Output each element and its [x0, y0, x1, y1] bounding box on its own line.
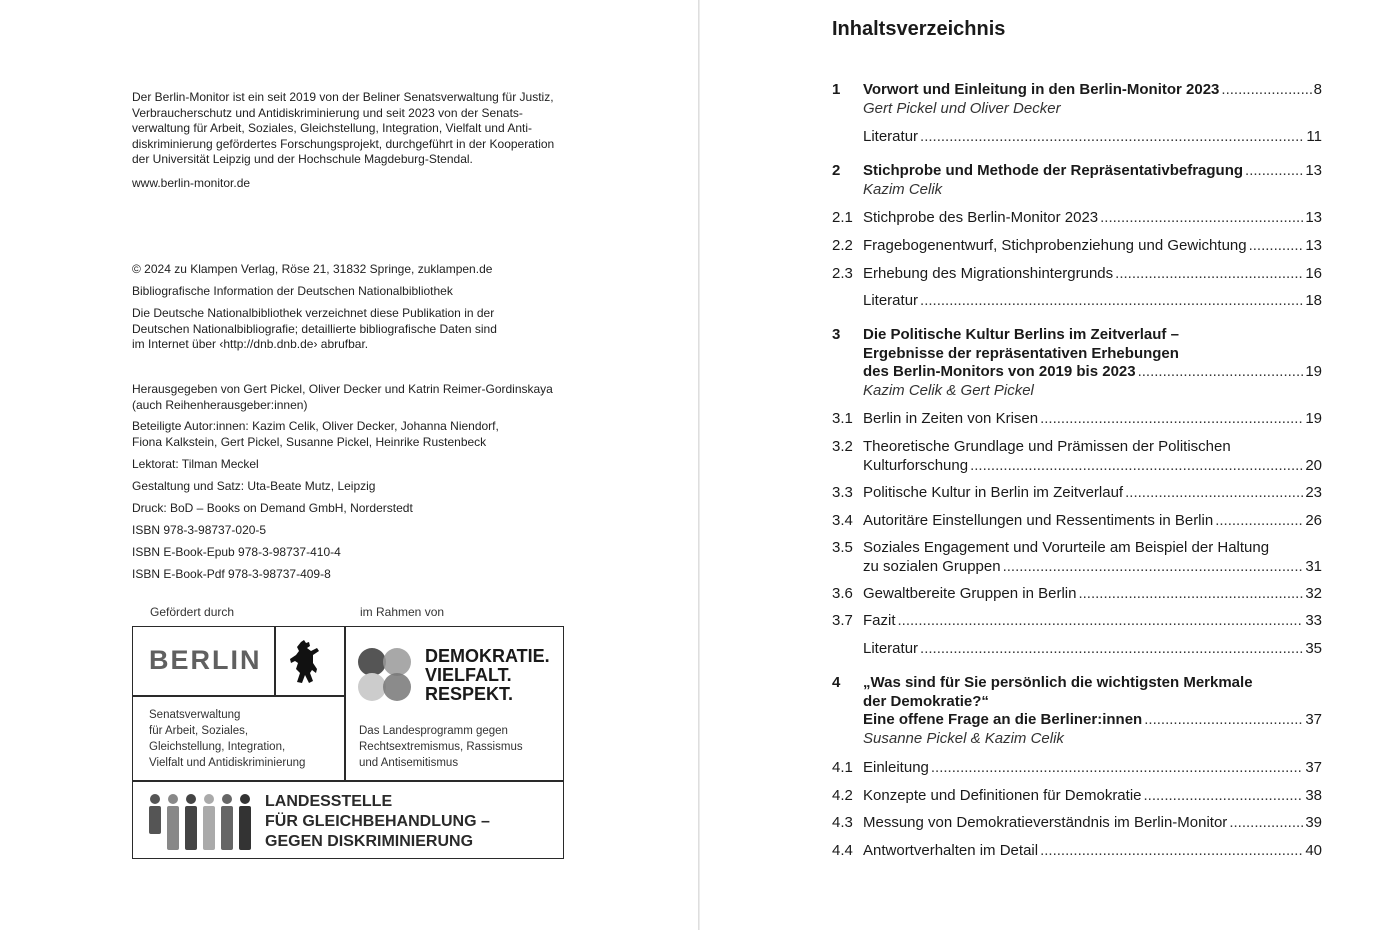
editors: [132, 382, 572, 413]
lgb-figures-icon: [147, 792, 253, 852]
toc-entry[interactable]: [832, 438, 1322, 475]
senate-department-text: Senatsverwaltung für Arbeit, Soziales, Gleichstellung, Integration, Vielfalt und Antidiskriminierung: [149, 709, 306, 769]
toc-entry[interactable]: [832, 585, 1322, 604]
intro-line: der Universität Leipzig und der Hochschule Magdeburg-Stendal.: [132, 152, 473, 166]
toc-number: 3.5: [832, 539, 853, 556]
toc-entry-title: Literatur: [863, 292, 919, 309]
editors-line: Herausgegeben von Gert Pickel, Oliver Decker und Katrin Reimer-Gordinskaya: [132, 382, 553, 396]
toc-number: 4: [832, 674, 841, 691]
toc-number: 4.3: [832, 814, 853, 831]
intro-line: verwaltung für Arbeit, Soziales, Gleichstellung, Integration, Vielfalt und Anti-: [132, 121, 533, 135]
toc-page-number: 13: [1305, 237, 1322, 254]
toc-page-number: 19: [1305, 410, 1322, 427]
toc-entry-title-line: Ergebnisse der repräsentativen Erhebungen: [863, 344, 1179, 362]
toc-chapter[interactable]: [832, 81, 1322, 118]
landesprogramm-text: Das Landesprogramm gegen Rechtsextremismus, Rassismus und Antisemitismus: [359, 725, 523, 769]
toc-number: 2.2: [832, 237, 853, 254]
framework-label: im Rahmen von: [360, 605, 445, 619]
toc-entry-title: Erhebung des Migrationshintergrunds: [863, 265, 1114, 282]
toc-chapter[interactable]: [832, 674, 1322, 748]
toc-page-number: 32: [1305, 585, 1322, 602]
gestaltung: Gestaltung und Satz: Uta-Beate Mutz, Leipzig: [132, 478, 376, 493]
toc-entry-title: Politische Kultur in Berlin im Zeitverlauf: [863, 484, 1124, 501]
dvr-logo-text: DEMOKRATIE. VIELFALT. RESPEKT.: [425, 646, 550, 704]
toc-entry[interactable]: [832, 612, 1322, 631]
toc-page-number: 18: [1305, 292, 1322, 309]
toc-entry-title: Kulturforschung: [863, 456, 969, 474]
toc-page-number: 26: [1305, 512, 1322, 529]
toc-chapter[interactable]: [832, 162, 1322, 199]
toc-number: 3.4: [832, 512, 853, 529]
toc-entry[interactable]: [832, 128, 1322, 147]
toc-chapter[interactable]: [832, 326, 1322, 400]
toc-authors: Susanne Pickel & Kazim Celik: [863, 729, 1064, 747]
right-page-toc: [700, 0, 1400, 930]
toc-entry[interactable]: [832, 759, 1322, 778]
toc-entry[interactable]: [832, 787, 1322, 806]
toc-page-number: 40: [1305, 842, 1322, 859]
toc-number: 4.1: [832, 759, 853, 776]
toc-number: 3.3: [832, 484, 853, 501]
toc-entry-title: Antwortverhalten im Detail: [863, 842, 1039, 859]
toc-page-number: 8: [1313, 81, 1322, 98]
toc-authors: Gert Pickel und Oliver Decker: [863, 99, 1061, 117]
toc-entry-title-line: Die Politische Kultur Berlins im Zeitverlauf –: [863, 326, 1179, 343]
toc-page-number: 13: [1305, 209, 1322, 226]
toc-number: 3.7: [832, 612, 853, 629]
toc-authors: Kazim Celik: [863, 180, 943, 198]
divider: [274, 627, 276, 696]
bib-line: im Internet über ‹http://dnb.dnb.de› abrufbar.: [132, 337, 369, 351]
toc-page-number: 19: [1305, 363, 1322, 380]
toc-entry-title: Vorwort und Einleitung in den Berlin-Monitor 2023: [863, 81, 1220, 98]
toc-number: 3: [832, 326, 841, 343]
toc-page-number: 11: [1306, 128, 1322, 145]
toc-entry-title: Eine offene Frage an die Berliner:innen: [863, 711, 1143, 728]
left-page-imprint: [0, 0, 698, 930]
bibliographic-text: [132, 306, 572, 353]
toc-entry-title: Stichprobe des Berlin-Monitor 2023: [863, 209, 1099, 226]
toc-entry-title: Fazit: [863, 612, 896, 629]
toc-entry[interactable]: [832, 265, 1322, 284]
toc-entry[interactable]: [832, 512, 1322, 531]
website-url: www.berlin-monitor.de: [132, 176, 251, 190]
toc-entry-title-line: „Was sind für Sie persönlich die wichtigsten Merkmale: [863, 674, 1253, 691]
toc-entry[interactable]: [832, 842, 1322, 861]
divider: [133, 780, 563, 782]
bib-line: Die Deutsche Nationalbibliothek verzeichnet diese Publikation in der: [132, 306, 495, 320]
toc-entry-title: Stichprobe und Methode der Repräsentativbefragung: [863, 162, 1244, 179]
toc-number: 3.2: [832, 438, 853, 455]
contributors: Beteiligte Autor:innen: Kazim Celik, Oliver Decker, Johanna Niendorf, Fiona Kalkstein, Gert Pickel, Susanne Pickel, Heinrike Rustenbeck: [132, 419, 499, 449]
toc-entry[interactable]: [832, 237, 1322, 256]
copyright-line: © 2024 zu Klampen Verlag, Röse 21, 31832 Springe, zuklampen.de: [132, 262, 493, 276]
intro-line: diskriminierung gefördertes Forschungsprojekt, durchgeführt in der Kooperation: [132, 136, 555, 151]
toc-page-number: 39: [1305, 814, 1322, 831]
toc-entry-title: zu sozialen Gruppen: [863, 557, 1001, 575]
toc-entry-title: Literatur: [863, 640, 919, 657]
intro-line: Der Berlin-Monitor ist ein seit 2019 von der Beliner Senatsverwaltung für Justiz,: [132, 90, 554, 104]
toc-number: 3.6: [832, 585, 853, 602]
toc-number: 1: [832, 81, 841, 98]
toc-entry-title: des Berlin-Monitors von 2019 bis 2023: [863, 363, 1136, 380]
isbn-print: ISBN 978-3-98737-020-5: [132, 522, 267, 537]
toc-number: 4.4: [832, 842, 853, 859]
bib-line: Deutschen Nationalbibliografie; detaillierte bibliografische Daten sind: [132, 321, 497, 336]
bibliographic-heading: Bibliografische Information der Deutschen Nationalbibliothek: [132, 284, 453, 298]
toc-entry-title: Fragebogenentwurf, Stichprobenziehung und Gewichtung: [863, 237, 1247, 254]
toc-entry[interactable]: [832, 814, 1322, 833]
berlin-bear-icon: [289, 639, 321, 685]
toc-authors: Kazim Celik & Gert Pickel: [863, 381, 1034, 399]
druck: Druck: BoD – Books on Demand GmbH, Norderstedt: [132, 500, 413, 515]
toc-entry-title: Autoritäre Einstellungen und Ressentiments in Berlin: [863, 512, 1214, 529]
toc-entry[interactable]: [832, 410, 1322, 429]
toc-entry-title: Messung von Demokratieverständnis im Berlin-Monitor: [863, 814, 1228, 831]
funded-by-label: Gefördert durch: [150, 605, 235, 619]
toc-entry-title: Einleitung: [863, 759, 929, 776]
credits-list: [132, 419, 572, 589]
toc-entry-title: Konzepte und Definitionen für Demokratie: [863, 787, 1142, 804]
sponsor-logos: [132, 626, 564, 859]
toc-entry[interactable]: [832, 292, 1322, 311]
toc-number: 3.1: [832, 410, 853, 427]
isbn-epub: ISBN E-Book-Epub 978-3-98737-410-4: [132, 544, 341, 559]
toc-number: 4.2: [832, 787, 853, 804]
toc-entry[interactable]: [832, 484, 1322, 503]
toc-page-number: 38: [1305, 787, 1322, 804]
toc-page-number: 31: [1305, 557, 1322, 575]
isbn-pdf: ISBN E-Book-Pdf 978-3-98737-409-8: [132, 566, 331, 581]
divider: [344, 627, 346, 781]
toc-page-number: 33: [1305, 612, 1322, 629]
toc-number: 2: [832, 162, 841, 179]
toc-page-number: 20: [1305, 456, 1322, 474]
lgb-logo-text: LANDESSTELLE FÜR GLEICHBEHANDLUNG – GEGEN DISKRIMINIERUNG: [265, 793, 490, 850]
lektorat: Lektorat: Tilman Meckel: [132, 456, 259, 471]
project-description: [132, 90, 572, 168]
toc-entry[interactable]: [832, 539, 1322, 576]
berlin-logo: BERLIN: [149, 645, 262, 675]
toc-page-number: 16: [1305, 265, 1322, 282]
toc-entry-title: Gewaltbereite Gruppen in Berlin: [863, 585, 1077, 602]
toc-title: Inhaltsverzeichnis: [832, 18, 1006, 40]
toc-entry-title-line: Soziales Engagement und Vorurteile am Beispiel der Haltung: [863, 539, 1270, 556]
toc-entry-title: Literatur: [863, 128, 919, 145]
toc-entry[interactable]: [832, 640, 1322, 659]
toc-entry[interactable]: [832, 209, 1322, 228]
toc-page-number: 23: [1305, 484, 1322, 501]
toc-page-number: 35: [1305, 640, 1322, 657]
dvr-circles-icon: [357, 647, 417, 707]
intro-line: Verbraucherschutz und Antidiskriminierung und seit 2023 von der Senats-: [132, 105, 523, 120]
toc-page-number: 37: [1305, 711, 1322, 728]
toc-page-number: 37: [1305, 759, 1322, 776]
editors-line: (auch Reihenherausgeber:innen): [132, 397, 308, 412]
toc-entry-title-line: der Demokratie?“: [863, 692, 989, 710]
toc-page-number: 13: [1305, 162, 1322, 179]
toc-entry-title-line: Theoretische Grundlage und Prämissen der Politischen: [863, 438, 1231, 455]
toc-number: 2.3: [832, 265, 853, 282]
toc-number: 2.1: [832, 209, 853, 226]
toc-entry-title: Berlin in Zeiten von Krisen: [863, 410, 1039, 427]
divider: [133, 695, 344, 697]
